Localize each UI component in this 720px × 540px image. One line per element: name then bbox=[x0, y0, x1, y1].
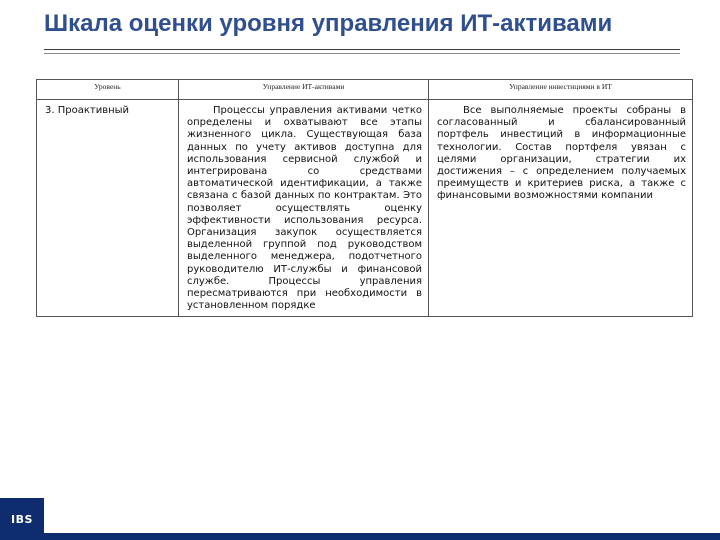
table-row bbox=[37, 100, 693, 317]
column-header-level: Уровень bbox=[37, 80, 179, 100]
title-divider-secondary bbox=[44, 53, 680, 54]
table-header-row bbox=[37, 80, 693, 100]
maturity-scale-table bbox=[36, 79, 693, 317]
slide-title: Шкала оценки уровня управления ИТ-активами bbox=[44, 10, 613, 37]
logo-text: IBS bbox=[11, 512, 33, 526]
ibs-logo bbox=[0, 498, 44, 540]
column-header-asset-management: Управление ИТ-активами bbox=[179, 80, 429, 100]
footer-bar bbox=[44, 533, 720, 540]
cell-asset-management: Процессы управления активами четко определены и охватывают все этапы жизненного цикла. Существующая база данных по учету активов доступна для использования сервисной службой и интегрирована со средствами автоматической идентификации, а также связана с базой данных по контрактам. Это позволяет осуществлять оценку эффективности использования ресурса. Организация закупок осуществляется выделенной группой под руководством выделенного менеджера, подотчетного руководителю ИТ-службы и финансовой службе. Процессы управления пересматриваются при необходимости в установленном порядке bbox=[179, 100, 429, 317]
cell-level: 3. Проактивный bbox=[37, 100, 179, 317]
title-divider bbox=[44, 49, 680, 50]
cell-it-investment: Все выполняемые проекты собраны в согласованный и сбалансированный портфель инвестиций в информационные технологии. Состав портфеля увязан с целями организации, стратегии их достижения – с определением получаемых преимуществ и критериев риска, а также с финансовыми возможностями компании bbox=[429, 100, 693, 317]
column-header-it-investment: Управление инвестициями в ИТ bbox=[429, 80, 693, 100]
